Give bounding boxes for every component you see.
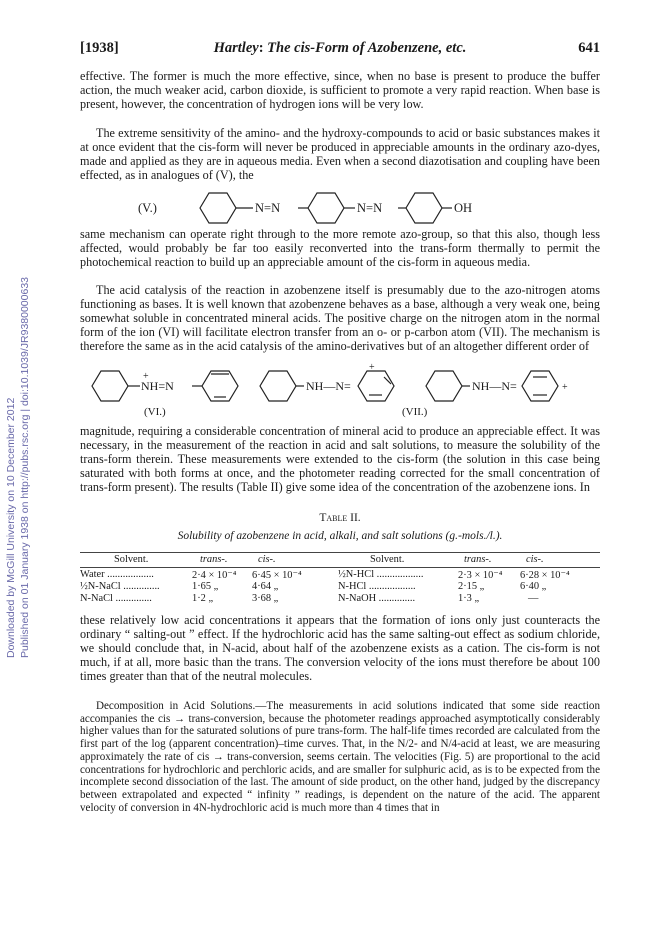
- header-year: [1938]: [80, 40, 119, 56]
- table-cell: ½N-HCl ..................: [338, 569, 424, 580]
- table-cell: 6·45 × 10⁻⁴: [252, 570, 302, 581]
- header-author: Hartley: [213, 40, 259, 56]
- publication-line: Published on 01 January 1938 on http://pubs.rsc.org | doi:10.1039/JR9380000633: [19, 276, 31, 658]
- structure-v-hydroxyl: OH: [454, 201, 473, 215]
- table-cell: 3·68 „: [252, 593, 279, 604]
- table-header: trans-.: [464, 554, 492, 565]
- table-cell: 2·4 × 10⁻⁴: [192, 570, 237, 581]
- table-header: Solvent.: [370, 554, 405, 565]
- structure-vi-charge: +: [143, 371, 149, 382]
- table-cell: 6·28 × 10⁻⁴: [520, 570, 570, 581]
- structure-vii-label: (VII.): [402, 406, 428, 418]
- paragraph-5: magnitude, requiring a considerable concentration of mineral acid to produce an appreciable effect. It was necessary, in the measurement of the reaction in acid and salt solutions, to measure the solubility of the trans-form therein. These measurements were extended to the cis-form (the solution in this case being saturated with both forms at once, and the photometer reading corrected for the small concentration of trans-form present). The results (Table II) give some idea of the concentration of the azobenzene ions. In: [80, 424, 600, 495]
- structure-vii-a-charge: +: [369, 362, 375, 373]
- structure-v: [110, 188, 550, 228]
- table-cell: 2·15 „: [458, 581, 485, 592]
- table-cell: 4·64 „: [252, 581, 279, 592]
- download-watermark: [4, 18, 44, 658]
- table-cell: N-HCl ..................: [338, 581, 416, 592]
- download-line: Downloaded by McGill University on 10 December 2012: [5, 397, 17, 658]
- structure-v-label: (V.): [138, 201, 157, 215]
- table-cell: Water ..................: [80, 569, 154, 580]
- structures-vi-vii: [80, 362, 620, 420]
- page-number: 641: [578, 40, 600, 56]
- table-cell: 6·40 „: [520, 581, 547, 592]
- table-cell: 1·3 „: [458, 593, 480, 604]
- table-cell: N-NaOH ..............: [338, 593, 416, 604]
- running-header: [80, 40, 600, 60]
- structure-vii-a-group: NH—N=: [306, 379, 351, 393]
- paragraph-6: these relatively low acid concentrations it appears that the formation of ions only just counteracts the ordinary “ salting-out ” effect. If the hydrochloric acid has the same salting-out effect as sodium chloride, we should conclude that, in N-acid, about half of the azobenzene exists as a cation. The cis-form is not much, if at all, more basic than the trans. The conversion velocity of the ions must therefore be about 100 times greater than that of the neutral molecules.: [80, 613, 600, 684]
- table-header: cis-.: [258, 554, 276, 565]
- table-header: cis-.: [526, 554, 544, 565]
- structure-vi-label: (VI.): [144, 406, 166, 418]
- table-cell: 2·3 × 10⁻⁴: [458, 570, 503, 581]
- table-cell: 1·2 „: [192, 593, 214, 604]
- solubility-table: [80, 552, 600, 606]
- table-rule-top: [80, 552, 600, 553]
- table-header: Solvent.: [114, 554, 149, 565]
- table-cell: 1·65 „: [192, 581, 219, 592]
- table-title: Table II.: [319, 512, 361, 524]
- structure-v-azo1: N=N: [255, 201, 281, 215]
- paragraph-4: The acid catalysis of the reaction in azobenzene itself is presumably due to the azo-nitrogen atoms functioning as bases. It is well known that azobenzene behaves as a base, although a very weak one, being somewhat soluble in concentrated mineral acids. The positive charge on the nitrogen atom in the normal form of the ion (VI) will facilitate electron transfer from an o- or p-carbon atom (VII). The mechanism is therefore the same as in the acid catalysis of the amino-derivatives but of an altogether different order of: [80, 283, 600, 354]
- table-header: trans-.: [200, 554, 228, 565]
- table-caption: Solubility of azobenzene in acid, alkali, and salt solutions (g.-mols./l.).: [177, 530, 503, 542]
- structure-v-azo2: N=N: [357, 201, 383, 215]
- paragraph-7: Decomposition in Acid Solutions.—The measurements in acid solutions indicated that some side reaction accompanies the cis → trans-conversion, because the photometer readings approached asymptotically considerably higher values than for the saturated solutions of pure trans-form. The half-life times recorded are calculated from the first part of the log (apparent concentration)–time curves. That, in the N/2- and N/4-acid at least, we are measuring approximately the rate of cis → trans-conversion, seems certain. The velocities (Fig. 5) are proportional to the acid concentrations for hydrochloric and perchloric acids, and are smaller for sulphuric acid, as is to be expected from the incomplete second dissociation of the last. The amount of side product, on the other hand, judged by the discrepancy between extrapolated and expected “ infinity ” readings, is dependent on the nature of the acid. The apparent velocity of conversion in 4N-hydrochloric acid is much more than 4 times that in: [80, 700, 600, 814]
- header-title: Hartley: The cis-Form of Azobenzene, etc.: [213, 40, 467, 56]
- header-article-title: The cis-Form of Azobenzene, etc.: [267, 40, 467, 56]
- paragraph-2: The extreme sensitivity of the amino- and the hydroxy-compounds to acid or basic substances makes it at once evident that the cis-form will never be produced in appreciable amounts in the ordinary azo-dyes, made and applied as they are in aqueous media. Even when a second diazotisation and coupling have been effected, as in analogues of (V), the: [80, 126, 600, 183]
- structure-vii-b-charge: +: [562, 382, 568, 393]
- table-cell: —: [528, 593, 539, 604]
- paragraph-1: effective. The former is much the more effective, since, when no base is present to produce the buffer action, the much weaker acid, carbon dioxide, is sufficient to promote a very rapid reaction. When base is present, however, the concentration of hydrogen ions will be very low.: [80, 69, 600, 112]
- table-cell: N-NaCl ..............: [80, 593, 152, 604]
- table-rule-header: [80, 567, 600, 568]
- structure-vii-b-group: NH—N=: [472, 379, 517, 393]
- structure-vi-group: NH=N: [141, 379, 174, 393]
- paragraph-3: same mechanism can operate right through to the more remote azo-group, so that this also, though less affected, would probably be far too easily reconverted into the trans-form thermally to permit the photochemical reaction to build up an appreciable amount of the cis-form in aqueous media.: [80, 227, 600, 270]
- table-cell: ½N-NaCl ..............: [80, 581, 160, 592]
